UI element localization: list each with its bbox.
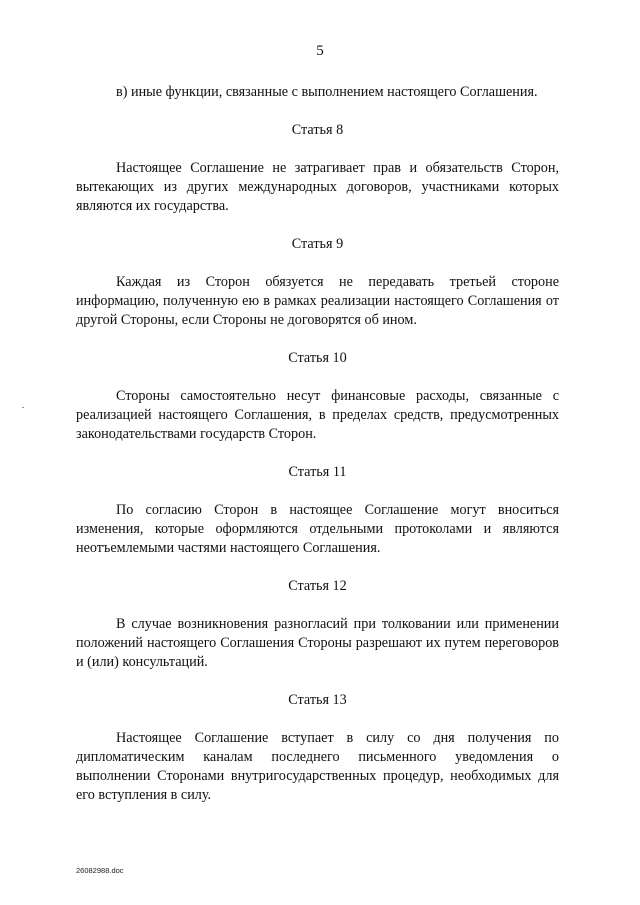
margin-speck: [22, 407, 24, 408]
heading-article-10: Статья 10: [288, 350, 347, 366]
footer-file-name: 26082988.doc: [76, 866, 124, 875]
paragraph-article-12: В случае возникновения разногласий при толковании или применении положений настоящего Соглашения Стороны разрешают их путем переговоров и (или) консультаций.: [76, 616, 559, 670]
heading-article-11: Статья 11: [288, 464, 347, 480]
page-number: 5: [316, 43, 324, 59]
paragraph-functions: в) иные функции, связанные с выполнением настоящего Соглашения.: [116, 84, 538, 100]
paragraph-article-9: Каждая из Сторон обязуется не передавать третьей стороне информацию, полученную ею в рамках реализации настоящего Соглашения от другой Стороны, если Стороны не договорятся об ином.: [76, 274, 559, 328]
heading-article-8: Статья 8: [291, 122, 344, 138]
heading-article-9: Статья 9: [291, 236, 344, 252]
paragraph-article-8: Настоящее Соглашение не затрагивает прав и обязательств Сторон, вытекающих из других международных договоров, участниками которых являются их государства.: [76, 160, 559, 214]
heading-article-13: Статья 13: [288, 692, 347, 708]
paragraph-article-11: По согласию Сторон в настоящее Соглашение могут вноситься изменения, которые оформляются отдельными протоколами и являются неотъемлемыми частями настоящего Соглашения.: [76, 502, 559, 556]
document-body: [76, 83, 559, 805]
paragraph-article-10: Стороны самостоятельно несут финансовые расходы, связанные с реализацией настоящего Соглашения, в пределах средств, предусмотренных законодательствами государств Сторон.: [76, 388, 559, 442]
paragraph-article-13: Настоящее Соглашение вступает в силу со дня получения по дипломатическим каналам последнего письменного уведомления о выполнении Сторонами внутригосударственных процедур, необходимых для его вступления в силу.: [76, 730, 559, 803]
heading-article-12: Статья 12: [288, 578, 347, 594]
